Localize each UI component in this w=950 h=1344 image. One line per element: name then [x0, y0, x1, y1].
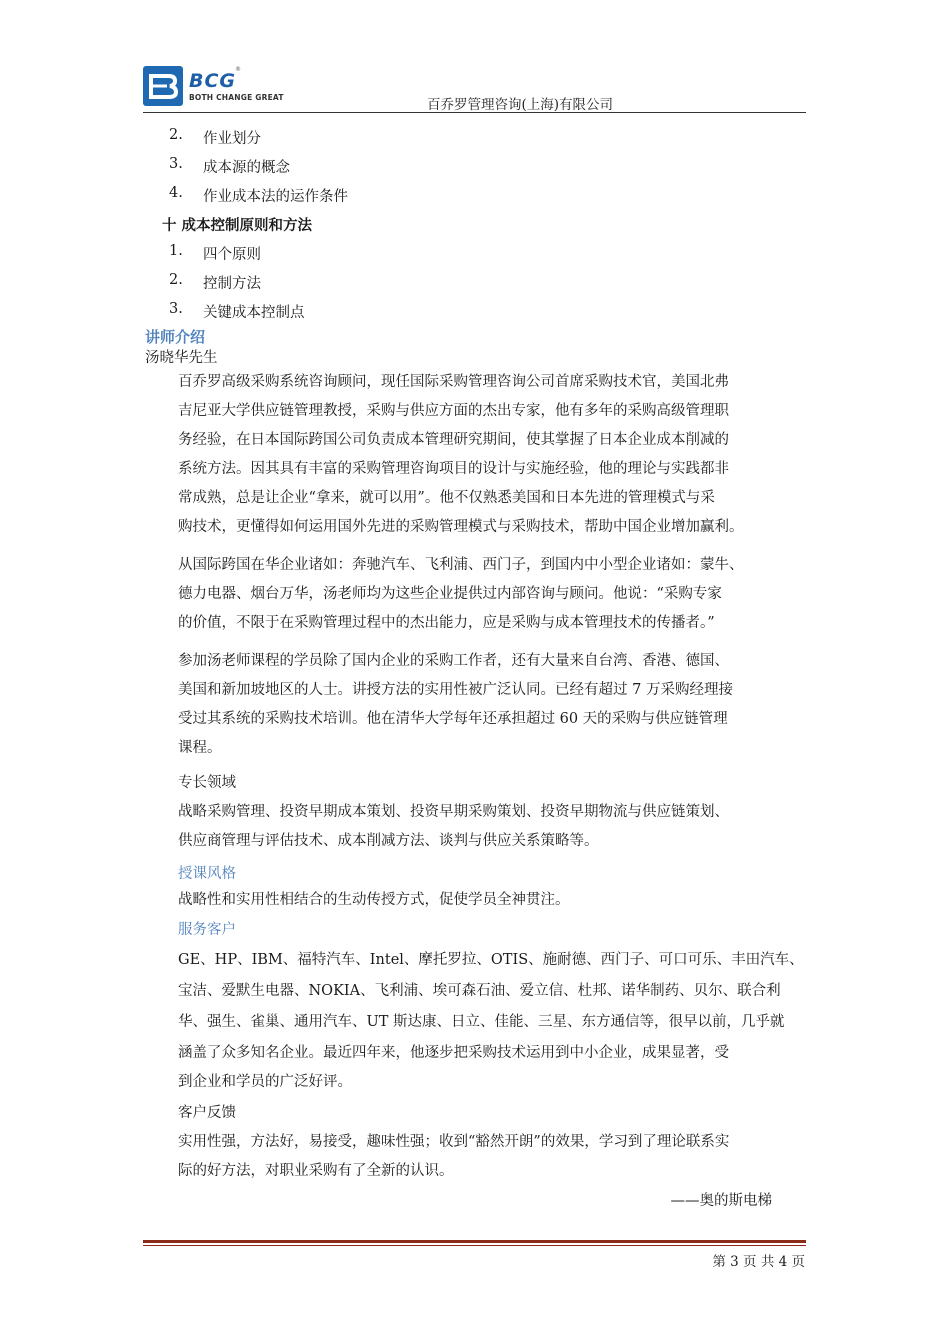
bio-line: 购技术，更懂得如何运用国外先进的采购管理模式与采购技术，帮助中国企业增加赢利。 [178, 519, 744, 535]
logo-registered-mark: ® [235, 66, 241, 73]
outline-item-number: 3. [169, 156, 183, 172]
clients-line: GE、HP、IBM、福特汽车、Intel、摩托罗拉、OTIS、施耐德、西门子、可口可乐、丰田汽车、 [178, 952, 804, 968]
outline-item-text: 作业成本法的运作条件 [203, 189, 348, 205]
bio-line: 系统方法。因其具有丰富的采购管理咨询项目的设计与实施经验，他的理论与实践都非 [178, 461, 729, 477]
clients-heading: 服务客户 [178, 922, 236, 938]
clients-line: 到企业和学员的广泛好评。 [178, 1074, 352, 1090]
clients-line: 华、强生、雀巢、通用汽车、UT 斯达康、日立、佳能、三星、东方通信等，很早以前，几乎就 [178, 1014, 785, 1030]
expertise-line: 供应商管理与评估技术、成本削减方法、谈判与供应关系策略等。 [178, 833, 599, 849]
outline-item-number: 2. [169, 127, 183, 143]
outline-item-number: 4. [169, 185, 183, 201]
section-title: 十 成本控制原则和方法 [162, 217, 313, 234]
logo-subtext: BOTH CHANGE GREAT [189, 93, 284, 102]
outline-item-number: 2. [169, 272, 183, 288]
bio-line: 受过其系统的采购技术培训。他在清华大学每年还承担超过 60 天的采购与供应链管理 [178, 711, 728, 727]
bio-line: 参加汤老师课程的学员除了国内企业的采购工作者，还有大量来自台湾、香港、德国、 [178, 653, 729, 669]
bio-line: 的价值，不限于在采购管理过程中的杰出能力，应是采购与成本管理技术的传播者。” [178, 615, 715, 631]
logo-text: BCG [189, 70, 237, 92]
feedback-label: 客户反馈 [178, 1105, 236, 1121]
expertise-line: 战略采购管理、投资早期成本策划、投资早期采购策划、投资早期物流与供应链策划、 [178, 804, 729, 820]
footer-divider [143, 1240, 806, 1243]
feedback-line: 实用性强，方法好，易接受，趣味性强；收到“豁然开朗”的效果，学习到了理论联系实 [178, 1134, 730, 1150]
feedback-source: ——奥的斯电梯 [670, 1193, 772, 1209]
bio-line: 吉尼亚大学供应链管理教授，采购与供应方面的杰出专家，他有多年的采购高级管理职 [178, 403, 729, 419]
bio-line: 德力电器、烟台万华，汤老师均为这些企业提供过内部咨询与顾问。他说：“采购专家 [178, 586, 722, 602]
outline-item-text: 四个原则 [203, 247, 261, 263]
page-number: 第 3 页 共 4 页 [712, 1254, 805, 1270]
bio-line: 课程。 [178, 740, 222, 756]
outline-item-text: 关键成本控制点 [203, 305, 305, 321]
outline-item-number: 1. [169, 243, 183, 259]
expertise-label: 专长领域 [178, 775, 236, 791]
bio-line: 从国际跨国在华企业诸如：奔驰汽车、飞利浦、西门子，到国内中小型企业诸如：蒙牛、 [178, 557, 744, 573]
teacher-heading: 讲师介绍 [145, 328, 206, 346]
footer-divider-thin [143, 1245, 806, 1246]
company-logo [143, 66, 283, 108]
teacher-name: 汤晓华先生 [145, 350, 218, 366]
bio-line: 百乔罗高级采购系统咨询顾问，现任国际采购管理咨询公司首席采购技术官，美国北弗 [178, 374, 729, 390]
style-text: 战略性和实用性相结合的生动传授方式，促使学员全神贯注。 [178, 892, 570, 908]
clients-line: 宝洁、爱默生电器、NOKIA、飞利浦、埃可森石油、爱立信、杜邦、诺华制药、贝尔、联合利 [178, 983, 781, 999]
feedback-line: 际的好方法，对职业采购有了全新的认识。 [178, 1163, 454, 1179]
company-name: 百乔罗管理咨询(上海)有限公司 [427, 97, 614, 113]
logo-mark-icon [143, 66, 183, 106]
outline-item-text: 控制方法 [203, 276, 261, 292]
header-divider [143, 112, 806, 113]
outline-item-number: 3. [169, 301, 183, 317]
style-heading: 授课风格 [178, 866, 236, 882]
bio-line: 美国和新加坡地区的人士。讲授方法的实用性被广泛认同。已经有超过 7 万采购经理接 [178, 682, 733, 698]
clients-line: 涵盖了众多知名企业。最近四年来，他逐步把采购技术运用到中小企业，成果显著，受 [178, 1045, 729, 1061]
outline-item-text: 作业划分 [203, 131, 261, 147]
bio-line: 常成熟，总是让企业“拿来，就可以用”。他不仅熟悉美国和日本先进的管理模式与采 [178, 490, 715, 506]
outline-item-text: 成本源的概念 [203, 160, 290, 176]
bio-line: 务经验，在日本国际跨国公司负责成本管理研究期间，使其掌握了日本企业成本削减的 [178, 432, 729, 448]
